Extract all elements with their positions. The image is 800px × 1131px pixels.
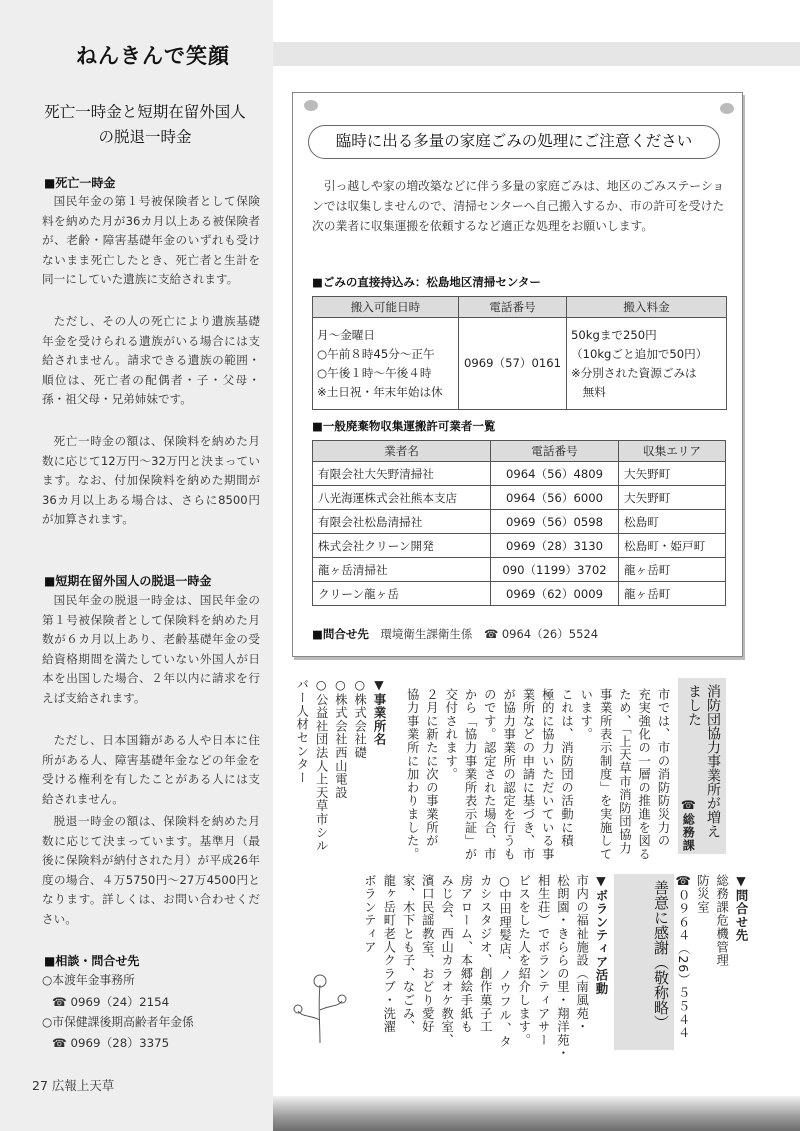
contractor-area: 龍ヶ岳町: [619, 582, 726, 606]
contractor-phone: 0964（56）6000: [491, 486, 619, 510]
hours-line: ○午後１時～午後４時: [317, 365, 432, 380]
contractor-name: 株式会社クリーン開発: [313, 534, 491, 558]
table-row: [313, 462, 726, 486]
text-column: 松朗園・きららの里・翔洋苑・: [555, 874, 570, 1061]
table-row: [313, 510, 726, 534]
text-column: 市では、市の消防防災力の: [656, 688, 670, 848]
contact2-tel: ☎ 0969（28）3375: [52, 1036, 170, 1050]
table-row: [313, 582, 726, 606]
death-lump-sum-para3: 死亡一時金の額は、保険料を納めた月数に応じて12万円～32万円と決まっています。なお、付加保険料を納めた期間が36カ月以上ある場合は、さらに8500円が加算されます。: [42, 434, 260, 527]
contractor-name: 有限会社大矢野清掃社: [313, 462, 491, 486]
contractor-name: 八光海運株式会社熊本支店: [313, 486, 491, 510]
withdrawal-para3: 脱退一時金の額は、保険料を納めた月数に応じて決まっています。基準月（最後に保険料が納付された月）が平成26年度の場合、４万5750円～27万4500円となります。詳しくは、お問い合わせください。: [42, 814, 260, 926]
contact-heading: ■相談・問合せ先: [44, 954, 140, 968]
bottom-band: [273, 1096, 800, 1131]
contractor-phone: 090（1199）3702: [491, 558, 619, 582]
list-item: バー人材センター: [294, 678, 309, 785]
inquiry-heading: ▼問合せ先: [734, 874, 748, 943]
text-column: 業所などの申請に基づき、市: [520, 688, 535, 861]
list-item: ○株式会社礎: [352, 678, 367, 760]
contact1-name: ○本渡年金事務所: [42, 973, 135, 987]
table-header: 業者名: [313, 441, 491, 462]
contractor-list-heading: ■一般廃棄物収集運搬許可業者一覧: [312, 419, 496, 433]
table-row: [313, 534, 726, 558]
text-column: 家、木下とも子、なごみ、: [401, 874, 416, 1034]
contractor-area: 大矢野町: [619, 486, 726, 510]
garbage-title: 臨時に出る多量の家庭ごみの処理にご注意ください: [308, 125, 720, 159]
text-column: ２月に新たに次の事業所が: [424, 688, 439, 848]
table-row: [313, 558, 726, 582]
table-header: 搬入料金: [567, 297, 727, 318]
table-row: [313, 486, 726, 510]
table-header: 収集エリア: [619, 441, 726, 462]
contact1-tel: ☎ 0969（24）2154: [52, 995, 170, 1009]
inquiry-text: 環境衛生課衛生係 ☎ 0964（26）5524: [380, 627, 599, 641]
text-column: みじ会、西山カラオケ教室、: [439, 874, 454, 1047]
contractor-phone: 0964（56）4809: [491, 462, 619, 486]
text-column: 協力事業所に加わりました。: [405, 688, 420, 861]
text-column: ため、「上天草市消防団協力: [617, 688, 632, 855]
text-column: 相生荘）でボランティアサー: [536, 874, 551, 1047]
table-header: 搬入可能日時: [313, 297, 459, 318]
direct-disposal-table: [312, 296, 727, 410]
speech-bubble-icon: [720, 103, 734, 114]
fire-dept: ☎総務課: [681, 798, 696, 852]
text-column: カシスタジオ、創作菓子工: [478, 874, 493, 1034]
volunteer-heading: ▼ボランティア活動: [594, 874, 608, 996]
fire-brigade-list: [296, 678, 388, 858]
text-column: います。: [578, 688, 593, 742]
text-column: 龍ヶ岳町老人クラブ・洗濯: [381, 874, 396, 1034]
text-column: が協力事業所の認定を行うも: [501, 688, 516, 861]
death-lump-sum-heading: ■死亡一時金: [44, 176, 116, 190]
thanks-title: [614, 874, 674, 1050]
fire-title-line2: えました: [686, 684, 721, 838]
withdrawal-para2: ただし、日本国籍がある人や日本に住所がある人、障害基礎年金などの年金を受ける権利を有したことがある人には支給されません。: [42, 733, 260, 806]
contractor-area: 龍ヶ岳町: [619, 558, 726, 582]
section-logo: ねんきんで笑顔: [76, 44, 230, 68]
text-column: 事業所表示制度」を実施して: [598, 688, 613, 861]
text-column: ビスをした人を紹介します。: [516, 874, 531, 1047]
text-column: これは、消防団の活動に積: [559, 688, 574, 848]
contractor-name: クリーン龍ヶ岳: [313, 582, 491, 606]
garbage-intro: 引っ越しや家の増改築などに伴う多量の家庭ごみは、地区のごみステーションでは収集しませんので、清掃センターへ自己搬入するか、市の許可を受けた次の業者に収集運搬を依頼するなど適正な処理をお願いします。: [312, 179, 725, 233]
flower-illustration-icon: [290, 965, 350, 1045]
inquiry-line: 総務課危機管理: [714, 874, 729, 968]
inquiry-label: ■問合せ先: [312, 627, 369, 641]
text-column: から「協力事業所表示証」が: [463, 688, 478, 861]
text-column: ボランティア: [362, 874, 377, 954]
inquiry-line: ☎０９６４（26）５５４４: [676, 874, 691, 1040]
direct-disposal-heading: ■ごみの直接持込み：松島地区清掃センター: [312, 275, 541, 289]
hours-line: 月～金曜日: [317, 327, 375, 342]
article-title: [30, 100, 260, 150]
fire-brigade-body: [390, 688, 672, 861]
contractor-phone: 0969（56）0598: [491, 510, 619, 534]
list-item: ○公益社団法人上天草市シル: [314, 678, 329, 853]
phone-cell: 0969（57）0161: [459, 318, 567, 410]
fee-line: ※分別された資源ごみは: [571, 365, 697, 380]
list-heading: ▼事業所名: [372, 678, 386, 747]
text-column: のです。認定された場合、市: [482, 688, 497, 861]
text-column: 濱口民謡教室、おどり愛好: [420, 874, 435, 1034]
top-band: [273, 42, 800, 66]
thanks-title-line1: 善意に感謝: [652, 880, 670, 955]
withdrawal-para1: 国民年金の脱退一時金は、国民年金の第１号被保険者として保険料を納めた月数が６カ月以上あり、老齢基礎年金の受給資格期間を満たしていない外国人が日本を出国した場合、２年以内に請求を行えば支給されます。: [42, 593, 260, 705]
text-column: ○中田理髪店、ノウフル、タ: [497, 874, 512, 1049]
text-column: 充実強化の一層の推進を図る: [636, 688, 651, 861]
table-header: 電話番号: [459, 297, 567, 318]
withdrawal-heading: ■短期在留外国人の脱退一時金: [44, 574, 212, 588]
article-title-line2: の脱退一時金: [98, 128, 192, 146]
fee-line: （10kgごと追加で50円）: [571, 346, 708, 361]
contact2-name: ○市保健課後期高齢者年金係: [42, 1015, 194, 1029]
death-lump-sum-para2: ただし、その人の死亡により遺族基礎年金を受けられる遺族がいる場合には支給されません。請求できる遺族の範囲・順位は、死亡者の配偶者・子・父母・孫・祖父母・兄弟姉妹です。: [42, 314, 260, 407]
contractor-area: 松島町・姫戸町: [619, 534, 726, 558]
contractor-table: [312, 440, 726, 606]
text-column: 市内の福祉施設（南風苑・: [574, 874, 589, 1034]
table-row: [313, 318, 727, 410]
thanks-title-line2: （敬称略）: [652, 955, 670, 1030]
hours-line: ※土日祝・年末年始は休: [317, 384, 443, 399]
page-number: 27 広報上天草: [32, 1078, 115, 1093]
fee-line: 無料: [571, 384, 606, 399]
fire-title-line1: 消防団協力事業所が増: [705, 684, 721, 824]
table-header: 電話番号: [491, 441, 619, 462]
fee-cell: [567, 318, 727, 410]
contractor-phone: 0969（62）0009: [491, 582, 619, 606]
thanks-inquiry: [676, 874, 750, 1054]
text-column: 極的に協力いただいている事: [540, 688, 555, 861]
contractor-name: 龍ヶ岳清掃社: [313, 558, 491, 582]
article-title-line1: 死亡一時金と短期在留外国人: [44, 103, 246, 121]
hours-line: ○午前８時45分～正午: [317, 346, 435, 361]
speech-bubble-icon: [304, 100, 318, 111]
contractor-area: 大矢野町: [619, 462, 726, 486]
death-lump-sum-para1: 国民年金の第１号被保険者として保険料を納めた月が36カ月以上ある被保険者が、老齢・障害基礎年金のいずれも受けないまま死亡したとき、死亡者と生計を同一にしていた遺族に支給されます。: [42, 194, 260, 287]
text-column: 交付されます。: [443, 688, 458, 782]
garbage-inquiry: [312, 626, 598, 642]
contractor-name: 有限会社松島清掃社: [313, 510, 491, 534]
inquiry-line: 防災室: [695, 874, 710, 914]
thanks-body: [350, 874, 610, 1061]
hours-cell: [313, 318, 459, 410]
fee-line: 50kgまで250円: [571, 327, 657, 342]
contractor-phone: 0969（28）3130: [491, 534, 619, 558]
text-column: 房アローム、本郷絵手紙も: [458, 874, 473, 1034]
contractor-area: 松島町: [619, 510, 726, 534]
list-item: ○株式会社西山電設: [333, 678, 348, 800]
